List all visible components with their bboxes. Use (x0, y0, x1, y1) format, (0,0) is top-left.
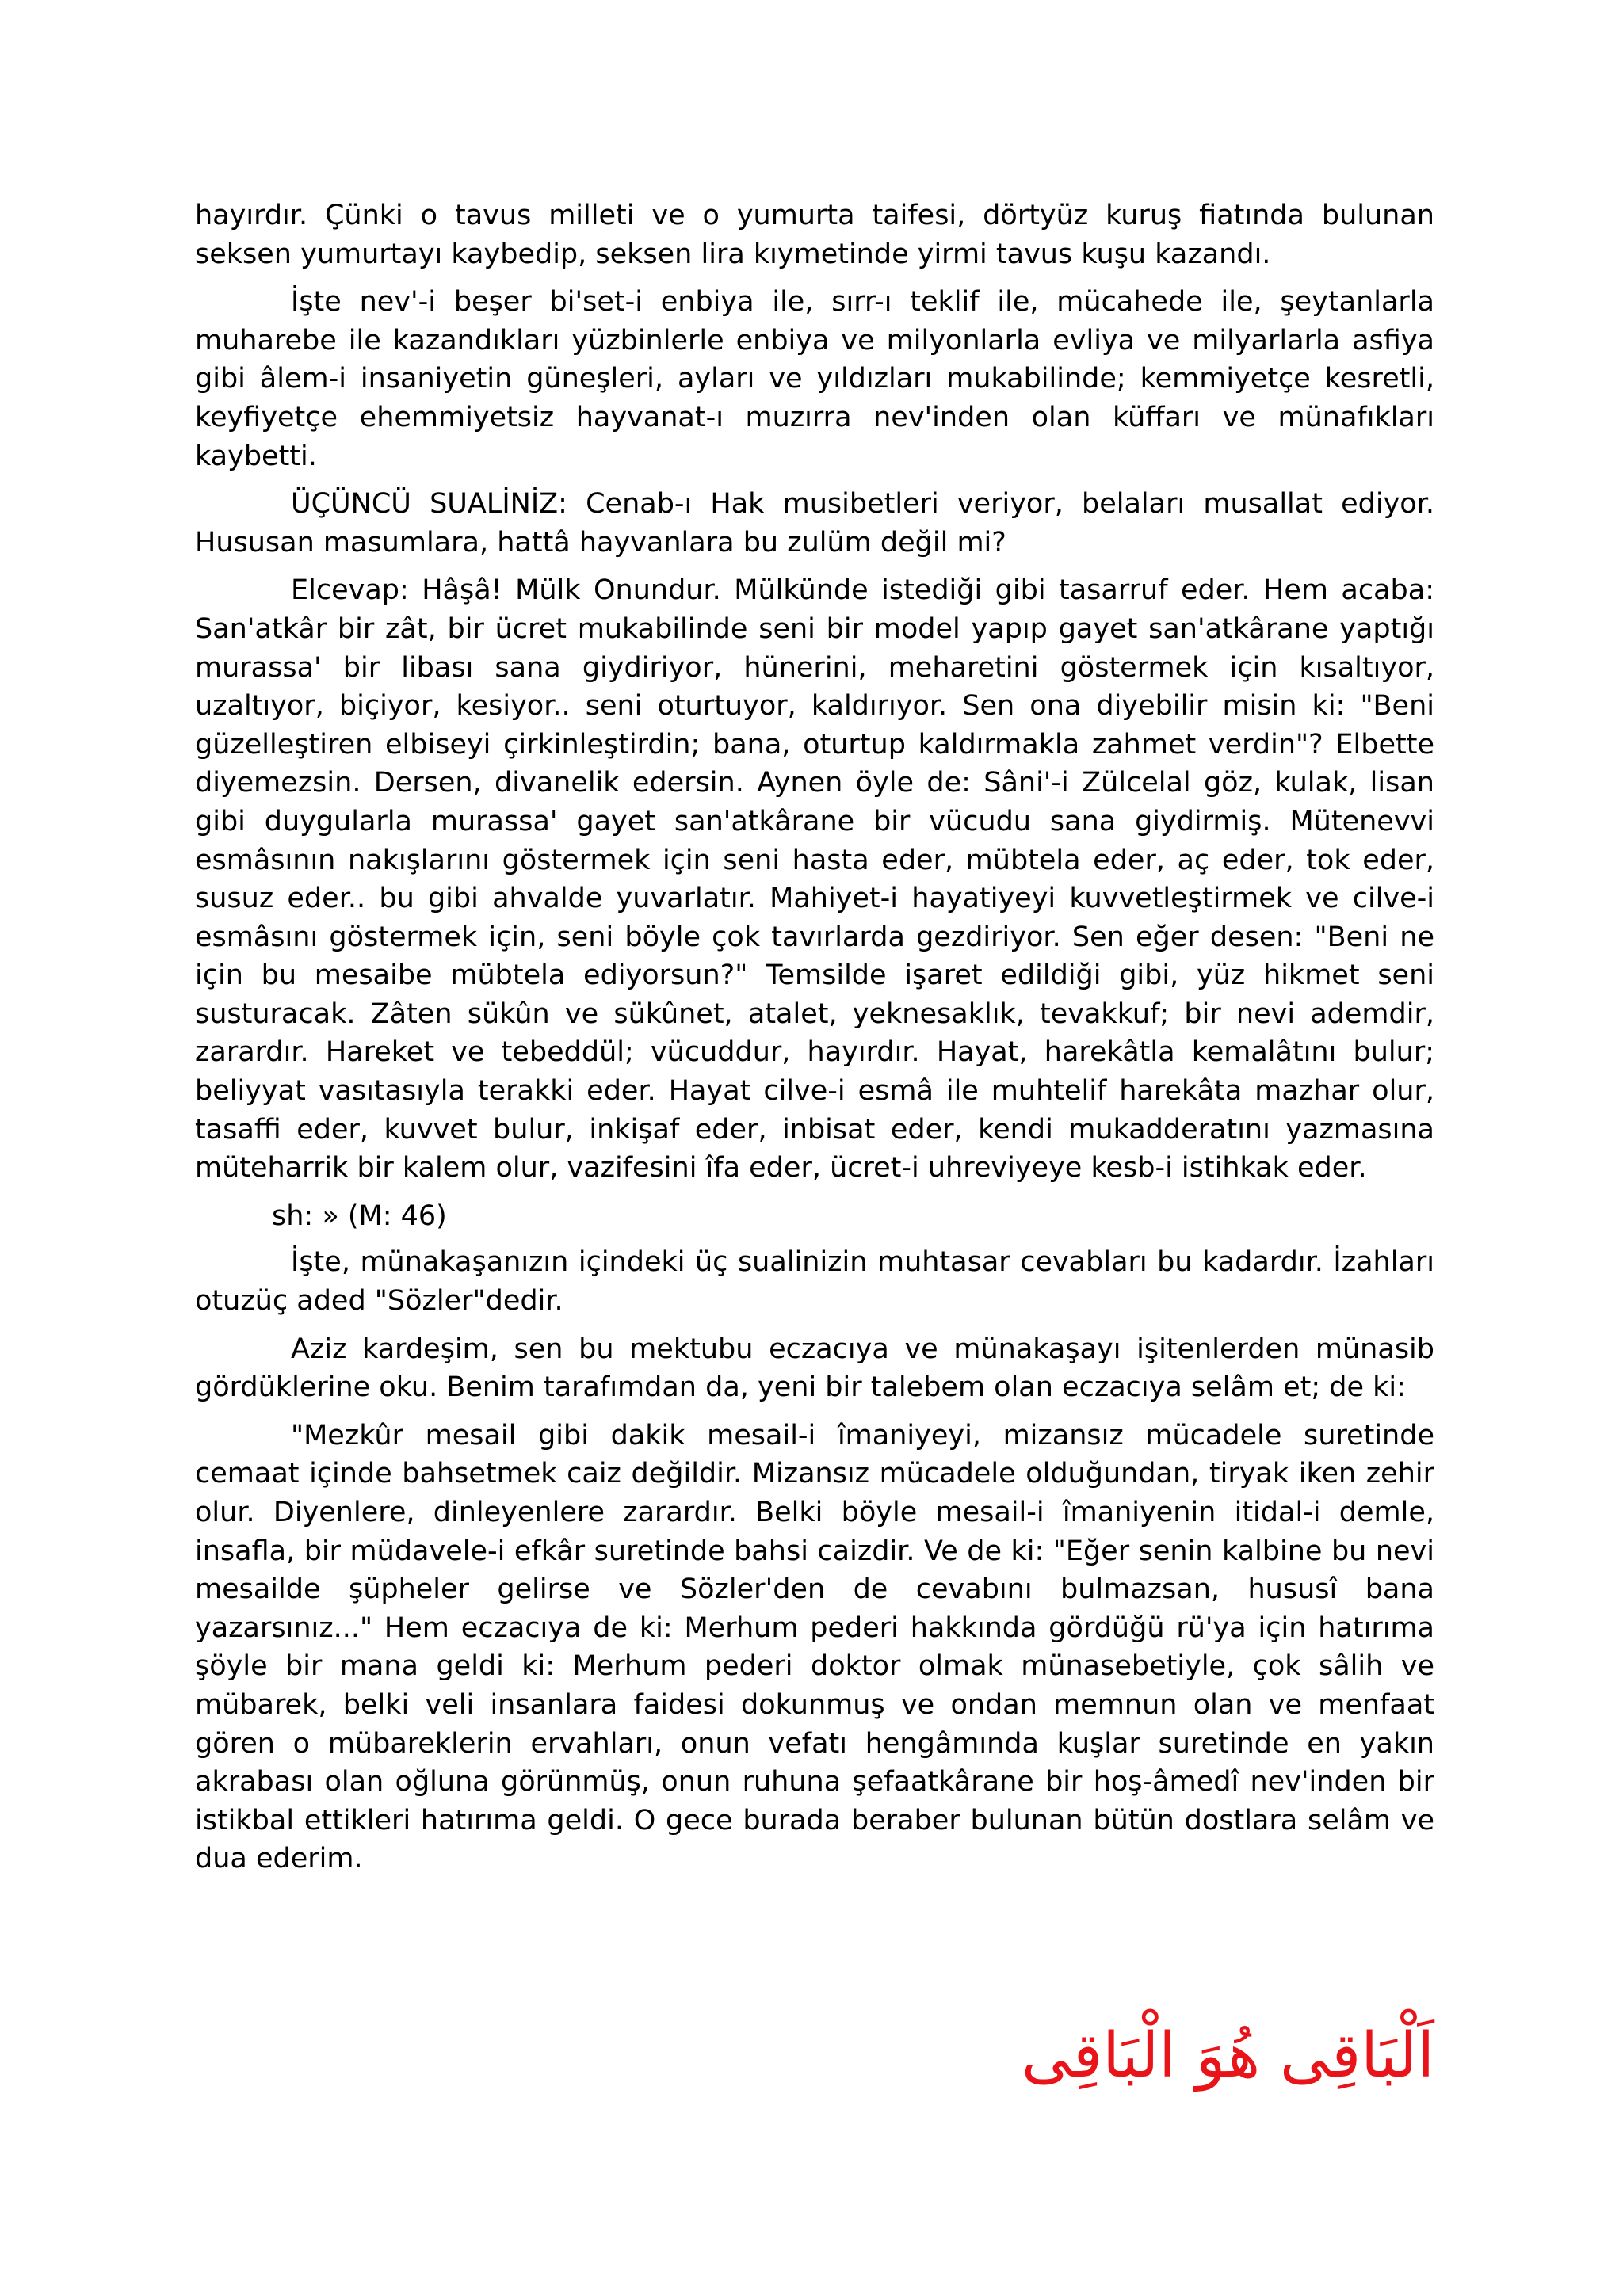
paragraph-continuation: hayırdır. Çünki o tavus milleti ve o yumurta taifesi, dörtyüz kuruş fiatında bulunan seksen yumurtayı kaybedip, seksen lira kıymetinde yirmi tavus kuşu kazandı. (195, 200, 1434, 270)
paragraph-message: "Mezkûr mesail gibi dakik mesail-i îmaniyeyi, mizansız mücadele suretinde cemaat içinde bahsetmek caiz değildir. Mizansız mücadele olduğundan, tiryak iken zehir olur. Diyenlere, dinleyenlere zarardır. Belki böyle mesail-i îmaniyenin itidal-i demle, insafla, bir müdavele-i efkâr suretinde bahsi caizdir. Ve de ki: "Eğer senin kalbine bu nevi mesailde şüpheler gelirse ve Sözler'den de cevabını bulmazsan, hususî bana yazarsınız..." Hem eczacıya de ki: Merhum pederi hakkında gördüğü rü'ya için hatırıma şöyle bir mana geldi ki: Merhum pederi doktor olmak münasebetiyle, çok sâlih ve mübarek, belki veli insanlara faidesi dokunmuş ve ondan memnun olan ve menfaat gören o mübareklerin ervahları, onun vefatı hengâmında kuşlar suretinde en yakın akrabası olan oğluna görünmüş, onun ruhuna şefaatkârane bir hoş-âmedî nev'inden bir istikbal ettikleri hatırıma geldi. O gece burada beraber bulunan bütün dostlara selâm ve dua ederim. (195, 1419, 1434, 1875)
paragraph-answer: Elcevap: Hâşâ! Mülk Onundur. Mülkünde istediği gibi tasarruf eder. Hem acaba: San'atkâr bir zât, bir ücret mukabilinde seni bir model yapıp gayet san'atkârane yaptığı murassa' bir libası sana giydiriyor, hünerini, meharetini göstermek için kısaltıyor, uzaltıyor, biçiyor, kesiyor.. seni oturtuyor, kaldırıyor. Sen ona diyebilir misin ki: "Beni güzelleştiren elbiseyi çirkinleştirdin; bana, oturtup kaldırmakla zahmet verdin"? Elbette diyemezsin. Dersen, divanelik edersin. Aynen öyle de: Sâni'-i Zülcelal göz, kulak, lisan gibi duygularla murassa' gayet san'atkârane bir vücudu sana giydirmiş. Mütenevvi esmâsının nakışlarını göstermek için seni hasta eder, mübtela eder, aç eder, tok eder, susuz eder.. bu gibi ahvalde yuvarlatır. Mahiyet-i hayatiyeyi kuvvetleştirmek ve cilve-i esmâsını göstermek için, seni böyle çok tavırlarda gezdiriyor. Sen eğer desen: "Beni ne için bu mesaibe mübtela ediyorsun?" Temsilde işaret edildiği gibi, yüz hikmet seni susturacak. Zâten sükûn ve sükûnet, atalet, yeknesaklık, tevakkuf; bir nevi ademdir, zarardır. Hareket ve tebeddül; vücuddur, hayırdır. Hayat, harekâtla kemalâtını bulur; beliyyat vasıtasıyla terakki eder. Hayat cilve-i esmâ ile muhtelif harekâta mazhar olur, tasaffi eder, kuvvet bulur, inkişaf eder, inbisat eder, kendi mukadderatını yazmasına müteharrik bir kalem olur, vazifesini îfa eder, ücret-i uhreviyeye kesb-i istihkak eder. (195, 574, 1434, 1184)
paragraph-third-question: ÜÇÜNCÜ SUALİNİZ: Cenab-ı Hak musibetleri veriyor, belaları musallat ediyor. Hususan masumlara, hattâ hayvanlara bu zulüm değil mi? (195, 488, 1434, 559)
paragraph-aziz-kardesim: Aziz kardeşim, sen bu mektubu eczacıya ve münakaşayı işitenlerden münasib gördüklerine oku. Benim tarafımdan da, yeni bir talebem olan eczacıya selâm et; de ki: (195, 1333, 1434, 1404)
paragraph-enbiya: İşte nev'-i beşer bi'set-i enbiya ile, sırr-ı teklif ile, mücahede ile, şeytanlarla muharebe ile kazandıkları yüzbinlerle enbiya ve milyonlarla evliya ve milyarlarla asfiya gibi âlem-i insaniyetin güneşleri, ayları ve yıldızları mukabilinde; kemmiyetçe kesretli, keyfiyetçe ehemmiyetsiz hayvanat-ı muzırra nev'inden olan küffarı ve münafıkları kaybetti. (195, 286, 1434, 472)
page-reference: sh: » (M: 46) (272, 1199, 447, 1232)
paragraph-summary: İşte, münakaşanızın içindeki üç sualinizin muhtasar cevabları bu kadardır. İzahları otuzüç aded "Sözler"dedir. (195, 1246, 1434, 1318)
closing-arabic-phrase: اَلْبَاقِى هُوَ الْبَاقِى (1021, 2020, 1434, 2092)
document-body (195, 196, 1434, 1888)
